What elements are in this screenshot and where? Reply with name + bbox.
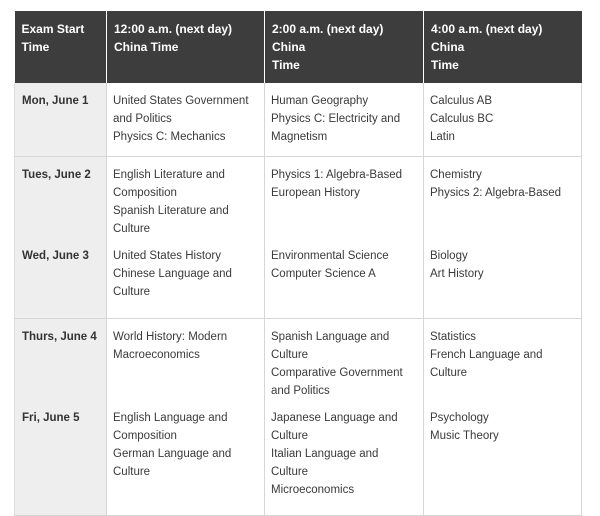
cell-12am-exams: English Language and Composition German Language and Culture xyxy=(107,408,265,515)
cell-2am-exams: Human Geography Physics C: Electricity and Magnetism xyxy=(265,83,424,156)
table-row xyxy=(15,156,582,246)
cell-4am-exams: Psychology Music Theory xyxy=(424,408,582,515)
row-day-label: Tues, June 2 xyxy=(15,156,107,246)
cell-2am-exams: Physics 1: Algebra-Based European History xyxy=(265,156,424,246)
cell-12am-exams: English Literature and Composition Spanish Literature and Culture xyxy=(107,156,265,246)
header-4am-slot: 4:00 a.m. (next day) China Time xyxy=(424,11,582,83)
exam-schedule-table xyxy=(14,11,582,516)
row-day-label: Wed, June 3 xyxy=(15,246,107,318)
table-header-row xyxy=(15,11,582,83)
cell-2am-exams: Spanish Language and Culture Comparative Government and Politics xyxy=(265,318,424,408)
header-12am-slot: 12:00 a.m. (next day) China Time xyxy=(107,11,265,83)
table-row xyxy=(15,83,582,156)
row-day-label: Mon, June 1 xyxy=(15,83,107,156)
header-2am-slot: 2:00 a.m. (next day) China Time xyxy=(265,11,424,83)
table-row xyxy=(15,408,582,515)
row-day-label: Fri, June 5 xyxy=(15,408,107,515)
header-exam-start-time: Exam Start Time xyxy=(15,11,107,83)
row-day-label: Thurs, June 4 xyxy=(15,318,107,408)
cell-2am-exams: Japanese Language and Culture Italian Language and Culture Microeconomics xyxy=(265,408,424,515)
table-row xyxy=(15,246,582,318)
cell-12am-exams: United States Government and Politics Physics C: Mechanics xyxy=(107,83,265,156)
exam-schedule-container xyxy=(14,11,581,516)
table-row xyxy=(15,318,582,408)
cell-2am-exams: Environmental Science Computer Science A xyxy=(265,246,424,318)
cell-4am-exams: Calculus AB Calculus BC Latin xyxy=(424,83,582,156)
cell-4am-exams: Statistics French Language and Culture xyxy=(424,318,582,408)
cell-12am-exams: World History: Modern Macroeconomics xyxy=(107,318,265,408)
cell-4am-exams: Chemistry Physics 2: Algebra-Based xyxy=(424,156,582,246)
cell-12am-exams: United States History Chinese Language and Culture xyxy=(107,246,265,318)
cell-4am-exams: Biology Art History xyxy=(424,246,582,318)
